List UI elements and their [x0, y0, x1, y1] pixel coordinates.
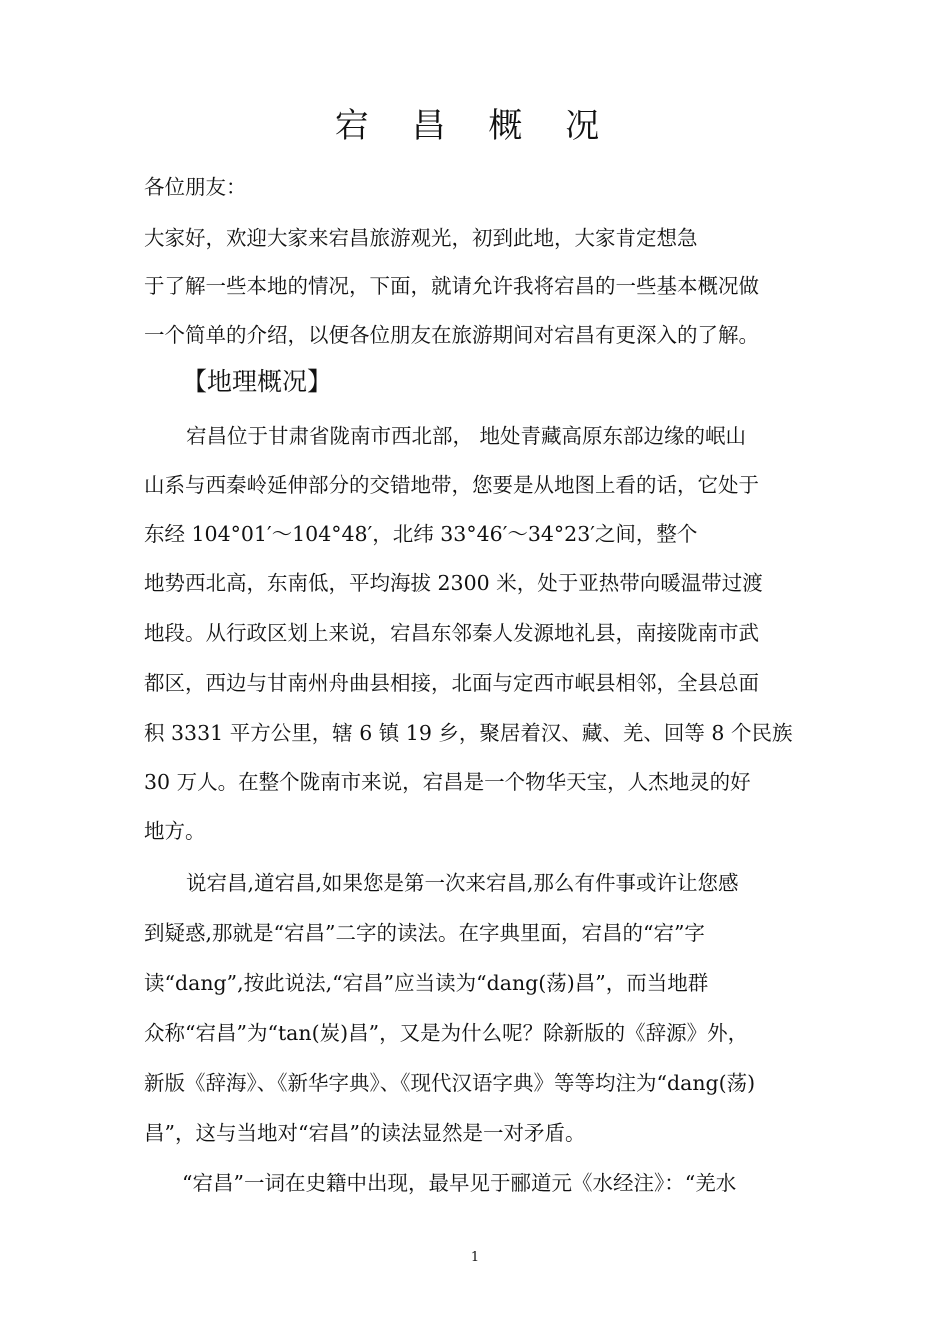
intro-line-3: 一个简单的介绍，以便各位朋友在旅游期间对宕昌有更深入的了解。: [144, 323, 759, 347]
geo-line-9: 地方。: [144, 819, 206, 843]
section-heading-geography: 【地理概况】: [182, 367, 333, 396]
history-line-1: “宕昌”一词在史籍中出现，最早见于郦道元《水经注》：“羌水: [182, 1171, 737, 1195]
salutation: 各位朋友：: [144, 175, 247, 199]
document-title: 宕 昌 概 况: [334, 106, 616, 146]
name-line-3: 读“dang”,按此说法,“宕昌”应当读为“dang(荡)昌”，而当地群: [144, 971, 709, 995]
name-line-1: 说宕昌,道宕昌,如果您是第一次来宕昌,那么有件事或许让您感: [186, 871, 739, 895]
geo-line-7: 积 3331 平方公里，辖 6 镇 19 乡，聚居着汉、藏、羌、回等 8 个民族: [144, 721, 793, 745]
geo-line-8: 30 万人。在整个陇南市来说，宕昌是一个物华天宝，人杰地灵的好: [144, 770, 751, 794]
geo-line-1: 宕昌位于甘肃省陇南市西北部， 地处青藏高原东部边缘的岷山: [186, 424, 747, 448]
geo-line-3: 东经 104°01′～104°48′，北纬 33°46′～34°23′之间，整个: [144, 522, 698, 546]
geo-line-2: 山系与西秦岭延伸部分的交错地带，您要是从地图上看的话，它处于: [144, 473, 759, 497]
geo-line-5: 地段。从行政区划上来说，宕昌东邻秦人发源地礼县，南接陇南市武: [144, 621, 759, 645]
geo-line-4: 地势西北高，东南低，平均海拔 2300 米，处于亚热带向暖温带过渡: [144, 571, 763, 595]
name-line-6: 昌”，这与当地对“宕昌”的读法显然是一对矛盾。: [144, 1121, 586, 1145]
intro-line-1: 大家好，欢迎大家来宕昌旅游观光，初到此地，大家肯定想急: [144, 226, 698, 250]
intro-line-2: 于了解一些本地的情况，下面，就请允许我将宕昌的一些基本概况做: [144, 274, 759, 298]
geo-line-6: 都区，西边与甘南州舟曲县相接，北面与定西市岷县相邻，全县总面: [144, 671, 759, 695]
page-number: 1: [470, 1250, 480, 1265]
name-line-2: 到疑惑,那就是“宕昌”二字的读法。在字典里面，宕昌的“宕”字: [144, 921, 705, 945]
name-line-5: 新版《辞海》、《新华字典》、《现代汉语字典》等等均注为“dang(荡): [144, 1071, 756, 1095]
name-line-4: 众称“宕昌”为“tan(炭)昌”，又是为什么呢？除新版的《辞源》外，: [144, 1021, 749, 1045]
